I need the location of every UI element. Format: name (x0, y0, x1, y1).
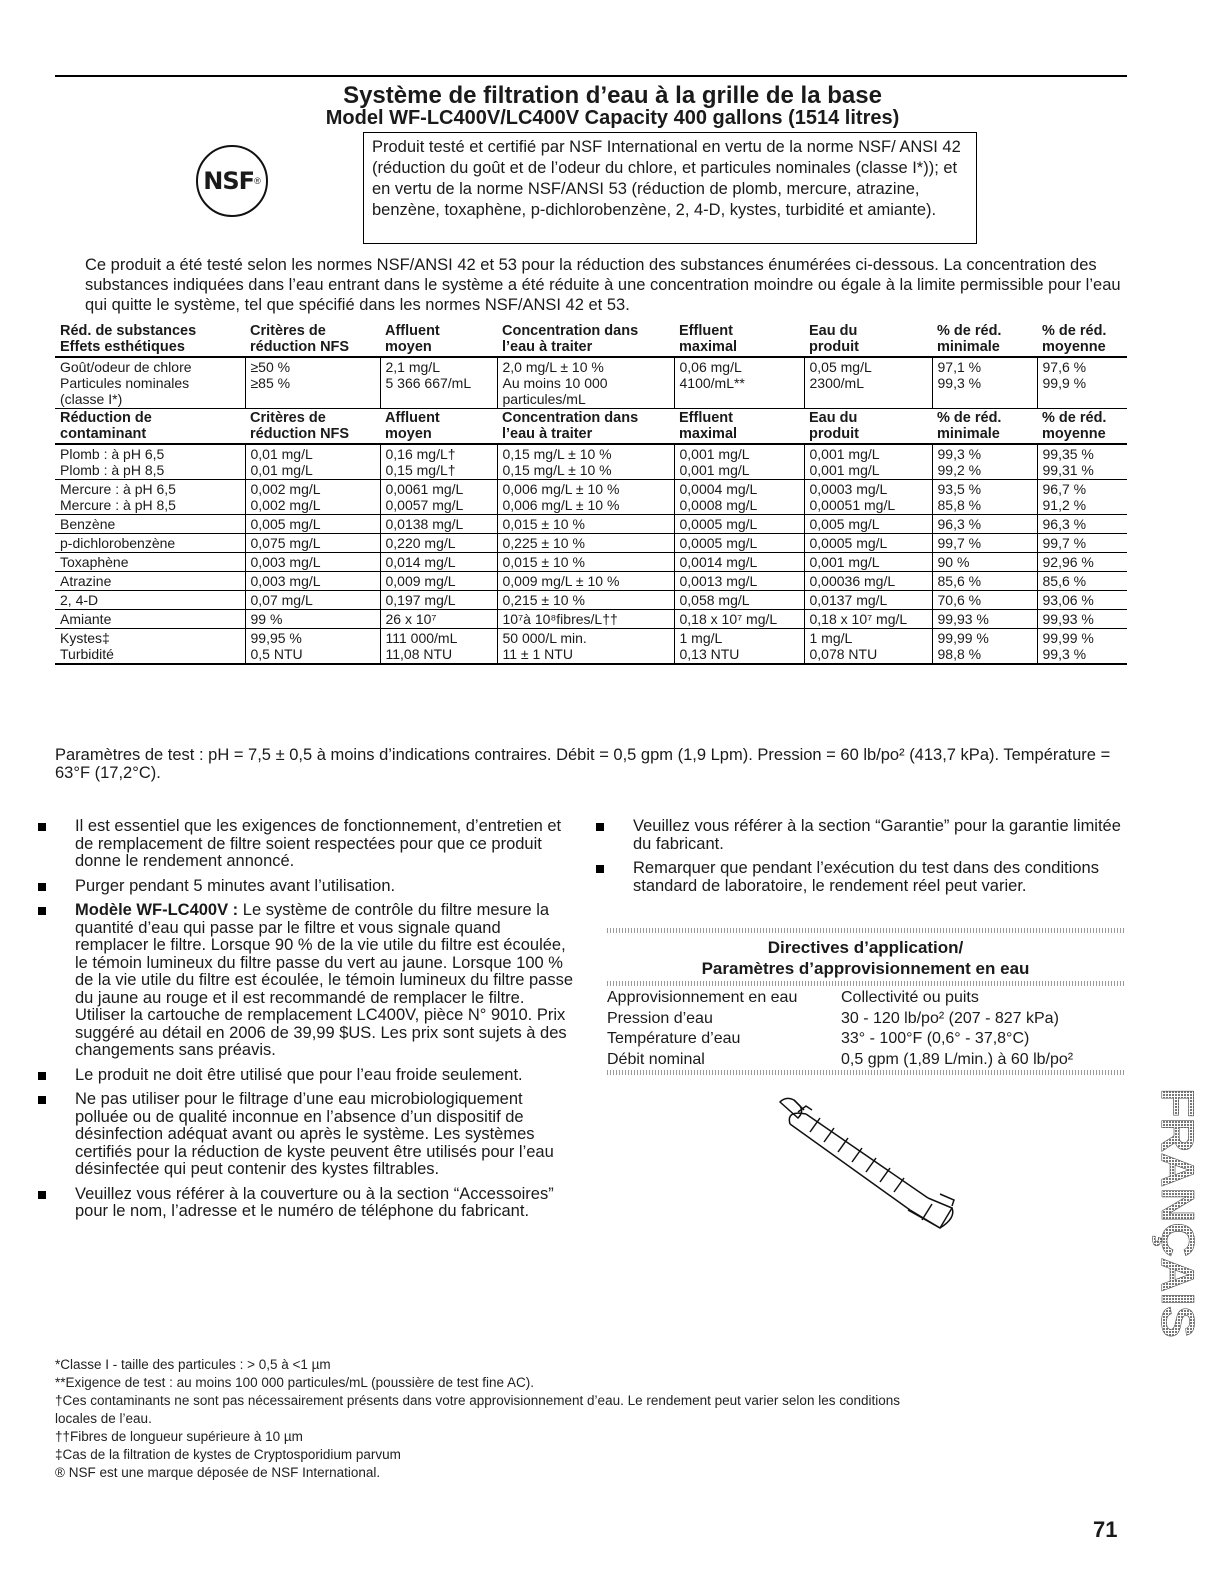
table-cell: Affluent moyen (380, 322, 497, 357)
table-cell: 99,35 % 99,31 % (1037, 444, 1127, 480)
directive-row (607, 1029, 1124, 1050)
bullet-item (596, 860, 1126, 895)
footnote: ® NSF est une marque déposée de NSF International. (55, 1465, 381, 1480)
francais-side-tab (1150, 1080, 1210, 1340)
table-cell: Affluent moyen (380, 409, 497, 445)
table-cell: 0,001 mg/L 0,001 mg/L (804, 444, 932, 480)
table-cell: 26 x 10⁷ (380, 610, 497, 629)
table-cell: Amiante (55, 610, 245, 629)
table-cell: Réduction de contaminant (55, 409, 245, 445)
table-cell: ≥50 % ≥85 % (245, 357, 380, 409)
table-cell: Toxaphène (55, 553, 245, 572)
table-cell: 2,0 mg/L ± 10 % Au moins 10 000 particules/mL (497, 357, 674, 409)
table-cell: 0,15 mg/L ± 10 % 0,15 mg/L ± 10 % (497, 444, 674, 480)
certification-box: Produit testé et certifié par NSF International en vertu de la norme NSF/ ANSI 42 (réduction du goût et de l’odeur du chlore, et particules nominales (classe I*)); et en vertu de la norme NSF/ANSI 53 (réduction de plomb, mercure, atrazine, benzène, toxaphène, p-dichlorobenzène, 2, 4-D, kystes, turbidité et amiante). (363, 132, 977, 244)
top-rule (55, 75, 1127, 77)
table-cell: Effluent maximal (674, 409, 804, 445)
table-cell: Effluent maximal (674, 322, 804, 357)
table-cell: 0,0005 mg/L (674, 534, 804, 553)
table-cell: % de réd. minimale (932, 409, 1037, 445)
page-number: 71 (1093, 1517, 1118, 1542)
directive-value: Collectivité ou puits (841, 989, 979, 1006)
intro-paragraph: Ce produit a été testé selon les normes NSF/ANSI 42 et 53 pour la réduction des substances énumérées ci-dessous. La concentration des substances indiquées dans l’eau entrant dans le système a été réduite à une concentration moindre ou égale à la limite permissible pour l’eau qui quitte le système, tel que spécifié dans les normes NSF/ANSI 42 et 53. (85, 256, 1121, 314)
bullet-text: Le produit ne doit être utilisé que pour l’eau froide seulement. (75, 1065, 523, 1084)
directive-row (607, 1009, 1124, 1030)
table-cell: 0,015 ± 10 % (497, 515, 674, 534)
hatch-rule (607, 1070, 1124, 1075)
table-cell: 0,16 mg/L† 0,15 mg/L† (380, 444, 497, 480)
table-cell: % de réd. moyenne (1037, 409, 1127, 445)
table-cell: 0,0005 mg/L (804, 534, 932, 553)
table-cell: Critères de réduction NFS (245, 322, 380, 357)
table-cell: 97,6 % 99,9 % (1037, 357, 1127, 409)
table-cell: 0,225 ± 10 % (497, 534, 674, 553)
bullet-item (38, 1186, 578, 1221)
table-row (55, 444, 1127, 480)
filter-cartridge-illustration (760, 1090, 980, 1230)
table-cell: 0,006 mg/L ± 10 % 0,006 mg/L ± 10 % (497, 480, 674, 515)
nsf-logo (196, 145, 268, 217)
bullet-item (596, 818, 1126, 853)
page-title: Système de filtration d’eau à la grille de la base (343, 82, 882, 109)
footnote: ‡Cas de la filtration de kystes de Cryptosporidium parvum (55, 1447, 401, 1462)
table-cell: % de réd. minimale (932, 322, 1037, 357)
table-cell: 0,0137 mg/L (804, 591, 932, 610)
table-cell: 0,0004 mg/L 0,0008 mg/L (674, 480, 804, 515)
table-cell: 0,07 mg/L (245, 591, 380, 610)
table-cell: 0,0003 mg/L 0,00051 mg/L (804, 480, 932, 515)
table-cell: 99 % (245, 610, 380, 629)
directive-key: Approvisionnement en eau (607, 989, 798, 1006)
bullet-item (38, 1067, 578, 1085)
bullet-square-icon (596, 865, 604, 873)
table-cell: 0,003 mg/L (245, 572, 380, 591)
table-cell: 85,6 % (932, 572, 1037, 591)
footnote: ††Fibres de longueur supérieure à 10 µm (55, 1429, 303, 1444)
bullet-text: Ne pas utiliser pour le filtrage d’une eau microbiologiquement polluée ou de qualité inconnue en l’absence d’un dispositif de désinfection adéquat avant ou après le système. Les systèmes certifiés pour la réduction de kyste peuvent être utilisés pour l’eau désinfectée qui peut contenir des kystes filtrables. (75, 1090, 554, 1178)
directives-subtitle: Paramètres d’approvisionnement en eau (701, 959, 1030, 978)
table-cell: 99,95 % 0,5 NTU (245, 629, 380, 665)
table-cell: 0,0014 mg/L (674, 553, 804, 572)
registered-mark: ® (254, 176, 261, 186)
bullet-square-icon (38, 1072, 46, 1080)
table-cell: 99,93 % (932, 610, 1037, 629)
bullet-bold-lead: Modèle WF-LC400V : (75, 901, 239, 919)
table-cell: 96,3 % (932, 515, 1037, 534)
table-cell: 1 mg/L 0,13 NTU (674, 629, 804, 665)
side-tab-text: FRANÇAIS (1152, 1088, 1204, 1326)
table-cell: 99,99 % 98,8 % (932, 629, 1037, 665)
table-cell: 96,7 % 91,2 % (1037, 480, 1127, 515)
directive-key: Pression d’eau (607, 1009, 713, 1027)
table-cell: 0,005 mg/L (245, 515, 380, 534)
table-row (55, 534, 1127, 553)
table-cell: Réd. de substances Effets esthétiques (55, 322, 245, 357)
table-cell: 99,3 % 99,2 % (932, 444, 1037, 480)
right-bullet-list (596, 818, 1126, 902)
table-cell: 2,1 mg/L 5 366 667/mL (380, 357, 497, 409)
table-cell: 99,99 % 99,3 % (1037, 629, 1127, 665)
table-cell: 2, 4-D (55, 591, 245, 610)
bullet-text: Purger pendant 5 minutes avant l’utilisation. (75, 876, 396, 895)
table-row (55, 480, 1127, 515)
bullet-square-icon (38, 1096, 46, 1104)
table-cell: 70,6 % (932, 591, 1037, 610)
bullet-text: Veuillez vous référer à la couverture ou à la section “Accessoires” pour le nom, l’adresse et le numéro de téléphone du fabricant. (75, 1184, 554, 1220)
table-cell: 0,003 mg/L (245, 553, 380, 572)
table-cell: 85,6 % (1037, 572, 1127, 591)
table-cell: 0,002 mg/L 0,002 mg/L (245, 480, 380, 515)
table-cell: Plomb : à pH 6,5 Plomb : à pH 8,5 (55, 444, 245, 480)
table-cell: 0,005 mg/L (804, 515, 932, 534)
table-cell: 97,1 % 99,3 % (932, 357, 1037, 409)
directive-value: 0,5 gpm (1,89 L/min.) à 60 lb/po² (841, 1050, 1074, 1068)
table-cell: Atrazine (55, 572, 245, 591)
table-cell: 90 % (932, 553, 1037, 572)
page-subtitle: Model WF-LC400V/LC400V Capacity 400 gallons (1514 litres) (325, 107, 900, 129)
table-cell: 0,01 mg/L 0,01 mg/L (245, 444, 380, 480)
footnote: **Exigence de test : au moins 100 000 particules/mL (poussière de test fine AC). (55, 1375, 535, 1390)
table-cell: 0,009 mg/L ± 10 % (497, 572, 674, 591)
table-cell: Concentration dans l’eau à traiter (497, 322, 674, 357)
table-cell: 0,215 ± 10 % (497, 591, 674, 610)
table-row (55, 515, 1127, 534)
directive-key: Débit nominal (607, 1050, 705, 1068)
table-row (55, 629, 1127, 665)
bullet-square-icon (596, 823, 604, 831)
table-cell: Goût/odeur de chlore Particules nominales (classe I*) (55, 357, 245, 409)
table-cell: p-dichlorobenzène (55, 534, 245, 553)
bullet-square-icon (38, 883, 46, 891)
footnote: *Classe I - taille des particules : > 0,5 à <1 µm (55, 1357, 331, 1372)
bullet-item (38, 1091, 578, 1179)
table-row (55, 572, 1127, 591)
directives-rows (607, 988, 1124, 1070)
directive-value: 33° - 100°F (0,6° - 37,8°C) (841, 1030, 1030, 1047)
bullet-text: Le système de contrôle du filtre mesure la quantité d’eau qui passe par le filtre et vous signale quand remplacer le filtre. Lorsque 90 % de la vie utile du filtre est écoulée, le témoin lumineux du filtre passe du vert au jaune. Lorsque 100 % de la vie utile du filtre est écoulée, le témoin lumineux du filtre passe du jaune au rouge et il est recommandé de remplacer le filtre. Utiliser la cartouche de remplacement LC400V, pièce N° 9010. Prix suggéré au détail en 2006 de 39,99 $US. Les prix sont sujets à des changements sans préavis. (75, 901, 574, 1059)
table-cell: 0,00036 mg/L (804, 572, 932, 591)
footnote: †Ces contaminants ne sont pas nécessairement présents dans votre approvisionnement d’eau. Le rendement peut varier selon les conditions locales de l’eau. (55, 1393, 900, 1426)
table-cell: Mercure : à pH 6,5 Mercure : à pH 8,5 (55, 480, 245, 515)
directive-value: 30 - 120 lb/po² (207 - 827 kPa) (841, 1009, 1059, 1027)
table-cell: Kystes‡ Turbidité (55, 629, 245, 665)
left-bullet-list (38, 818, 578, 1228)
table-cell: 99,93 % (1037, 610, 1127, 629)
directives-title: Directives d’application/ (767, 938, 964, 957)
table-cell: 99,7 % (1037, 534, 1127, 553)
table-cell: Eau du produit (804, 322, 932, 357)
table-cell: 92,96 % (1037, 553, 1127, 572)
table-row (55, 553, 1127, 572)
test-parameters: Paramètres de test : pH = 7,5 ± 0,5 à moins d’indications contraires. Débit = 0,5 gpm (1,9 Lpm). Pression = 60 lb/po² (413,7 kPa). Température = 63°F (17,2°C). (55, 746, 1111, 782)
bullet-square-icon (38, 1191, 46, 1199)
nsf-logo-text: NSF (203, 167, 255, 195)
table-cell: 96,3 % (1037, 515, 1127, 534)
table-cell: 0,058 mg/L (674, 591, 804, 610)
table-cell: Critères de réduction NFS (245, 409, 380, 445)
table-header-row (55, 409, 1127, 445)
table-cell: 93,06 % (1037, 591, 1127, 610)
bullet-item (38, 818, 578, 871)
table-cell: 0,197 mg/L (380, 591, 497, 610)
table-cell: 0,0061 mg/L 0,0057 mg/L (380, 480, 497, 515)
table-cell: 0,014 mg/L (380, 553, 497, 572)
table-cell: 50 000/L min. 11 ± 1 NTU (497, 629, 674, 665)
table-cell: 0,0013 mg/L (674, 572, 804, 591)
bullet-text: Remarquer que pendant l’exécution du test dans des conditions standard de laboratoire, le rendement réel peut varier. (633, 859, 1099, 895)
table-row (55, 610, 1127, 629)
table-cell: 0,001 mg/L 0,001 mg/L (674, 444, 804, 480)
table-header-row (55, 322, 1127, 357)
footnotes (55, 1356, 1135, 1482)
bullet-square-icon (38, 907, 46, 915)
bullet-square-icon (38, 823, 46, 831)
bullet-item (38, 902, 578, 1060)
table-cell: 0,0005 mg/L (674, 515, 804, 534)
table-cell: 10⁷à 10⁸fibres/L†† (497, 610, 674, 629)
performance-table (55, 322, 1127, 665)
table-cell: 0,015 ± 10 % (497, 553, 674, 572)
directive-row (607, 988, 1124, 1009)
table-cell: 0,06 mg/L 4100/mL** (674, 357, 804, 409)
table-row (55, 357, 1127, 409)
hatch-rule (607, 981, 1124, 986)
table-cell: 1 mg/L 0,078 NTU (804, 629, 932, 665)
bullet-text: Veuillez vous référer à la section “Garantie” pour la garantie limitée du fabricant. (633, 817, 1121, 853)
table-cell: 99,7 % (932, 534, 1037, 553)
bullet-item (38, 878, 578, 896)
table-cell: 0,009 mg/L (380, 572, 497, 591)
table-cell: Benzène (55, 515, 245, 534)
table-cell: 0,001 mg/L (804, 553, 932, 572)
table-cell: 0,05 mg/L 2300/mL (804, 357, 932, 409)
bullet-text: Il est essentiel que les exigences de fonctionnement, d’entretien et de remplacement de filtre soient respectées pour que ce produit donne le rendement annoncé. (75, 817, 562, 870)
table-cell: 93,5 % 85,8 % (932, 480, 1037, 515)
table-cell: % de réd. moyenne (1037, 322, 1127, 357)
table-cell: 0,18 x 10⁷ mg/L (674, 610, 804, 629)
directive-row (607, 1050, 1124, 1071)
table-cell: 0,220 mg/L (380, 534, 497, 553)
table-row (55, 591, 1127, 610)
table-cell: Eau du produit (804, 409, 932, 445)
table-cell: 0,075 mg/L (245, 534, 380, 553)
table-cell: 0,0138 mg/L (380, 515, 497, 534)
table-cell: Concentration dans l’eau à traiter (497, 409, 674, 445)
table-cell: 0,18 x 10⁷ mg/L (804, 610, 932, 629)
directive-key: Température d’eau (607, 1030, 741, 1047)
table-cell: 111 000/mL 11,08 NTU (380, 629, 497, 665)
hatch-rule (607, 928, 1124, 933)
directives-box (607, 928, 1124, 1072)
